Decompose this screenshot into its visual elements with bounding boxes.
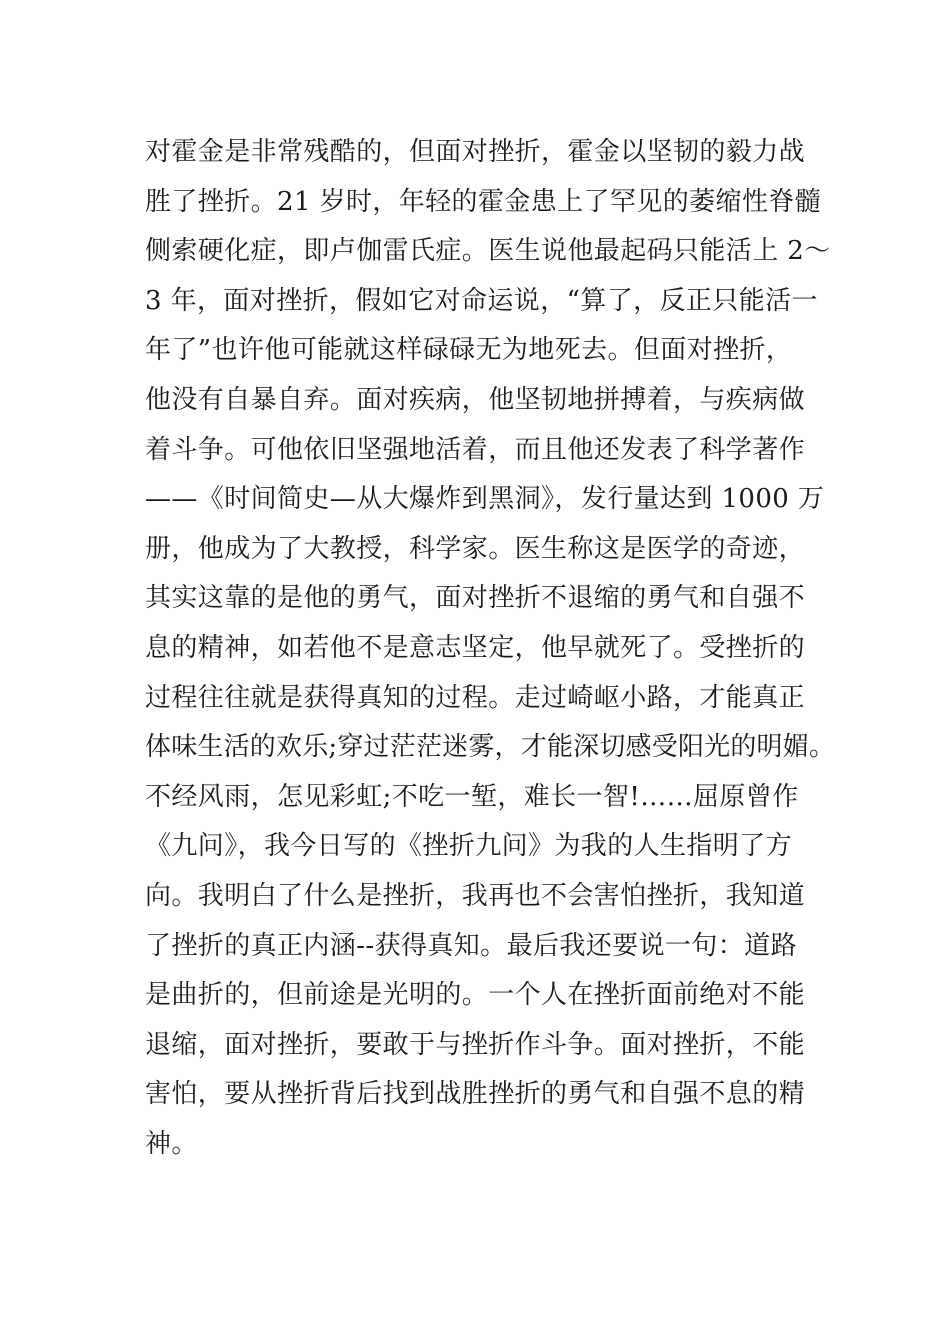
text-line: 退缩，面对挫折，要敢于与挫折作斗争。面对挫折，不能 [145, 1029, 806, 1060]
text-line: 息的精神，如若他不是意志坚定，他早就死了。受挫折的 [145, 632, 806, 663]
text-line: 册，他成为了大教授，科学家。医生称这是医学的奇迹， [145, 533, 806, 564]
body-text [145, 128, 836, 1169]
text-line: 其实这靠的是他的勇气，面对挫折不退缩的勇气和自强不 [145, 583, 806, 614]
text-line: 3 年，面对挫折，假如它对命运说，“算了，反正只能活一 [145, 285, 818, 316]
text-line: 不经风雨，怎见彩虹;不吃一堑，难长一智!……屈原曾作 [145, 781, 799, 812]
text-line: 向。我明白了什么是挫折，我再也不会害怕挫折，我知道 [145, 880, 806, 911]
text-line: 了挫折的真正内涵--获得真知。最后我还要说一句：道路 [145, 930, 797, 961]
text-line: 体味生活的欢乐;穿过茫茫迷雾，才能深切感受阳光的明媚。 [145, 732, 836, 763]
text-line: 年了”也许他可能就这样碌碌无为地死去。但面对挫折， [145, 335, 793, 366]
text-line: 神。 [145, 1128, 198, 1159]
text-line: 着斗争。可他依旧坚强地活着，而且他还发表了科学著作 [145, 434, 806, 465]
text-line: 他没有自暴自弃。面对疾病，他坚韧地拼搏着，与疾病做 [145, 384, 806, 415]
text-line: 对霍金是非常残酷的，但面对挫折，霍金以坚韧的毅力战 [145, 137, 806, 167]
text-line: ——《时间简史—从大爆炸到黑洞》，发行量达到 1000 万 [145, 484, 825, 515]
text-line: 过程往往就是获得真知的过程。走过崎岖小路，才能真正 [145, 682, 806, 713]
text-line: 《九问》，我今日写的《挫折九问》为我的人生指明了方 [145, 831, 793, 862]
text-line: 害怕，要从挫折背后找到战胜挫折的勇气和自强不息的精 [145, 1079, 806, 1110]
text-line: 是曲折的，但前途是光明的。一个人在挫折面前绝对不能 [145, 980, 806, 1011]
text-line: 侧索硬化症，即卢伽雷氏症。医生说他最起码只能活上 2～ [145, 236, 831, 267]
text-line: 胜了挫折。21 岁时，年轻的霍金患上了罕见的萎缩性脊髓 [145, 186, 822, 217]
